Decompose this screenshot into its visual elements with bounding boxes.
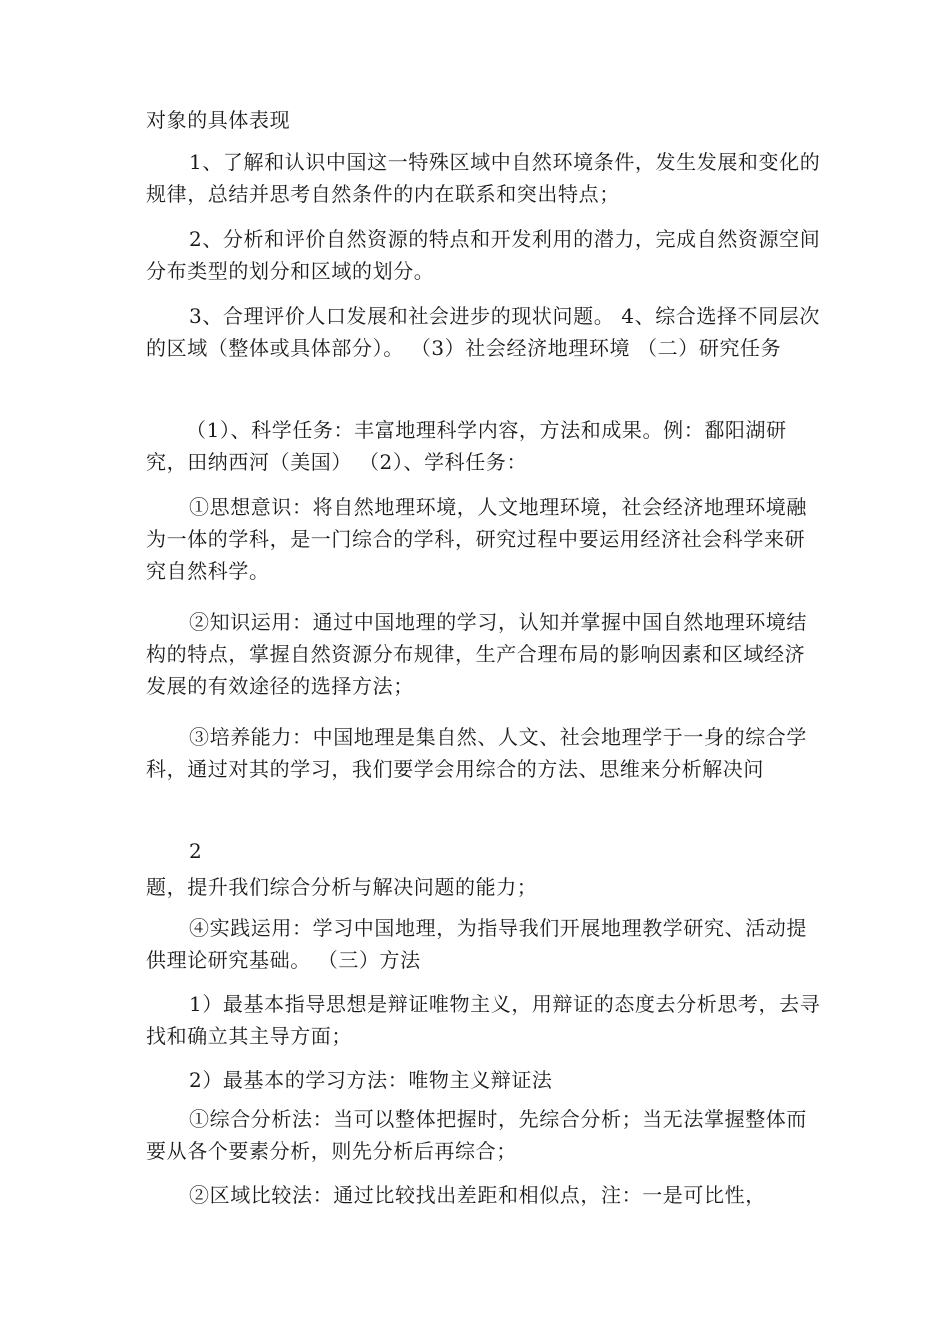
paragraph-task-ability: ③培养能力：中国地理是集自然、人文、社会地理学于一身的综合学科，通过对其的学习，我们要学会用综合的方法、思维来分析解决问: [146, 725, 807, 781]
paragraph-continuation: 题，提升我们综合分析与解决问题的能力；: [146, 875, 538, 899]
paragraph-object-2: 2、分析和评价自然资源的特点和开发利用的潜力，完成自然资源空间分布类型的划分和区域的划分。: [146, 227, 821, 283]
page-number: 2: [189, 839, 203, 863]
paragraph-method-synthesis: ①综合分析法：当可以整体把握时，先综合分析；当无法掌握整体而要从各个要素分析，则先分析后再综合；: [146, 1107, 807, 1163]
paragraph-method-comparison: ②区域比较法：通过比较找出差距和相似点，注：一是可比性，: [189, 1183, 766, 1207]
paragraph-method-2: 2）最基本的学习方法：唯物主义辩证法: [189, 1068, 553, 1092]
paragraph-task-thought: ①思想意识：将自然地理环境，人文地理环境，社会经济地理环境融为一体的学科，是一门综合的学科，研究过程中要运用经济社会科学来研究自然科学。: [146, 495, 807, 583]
paragraph-task-practice: ④实践运用：学习中国地理，为指导我们开展地理教学研究、活动提供理论研究基础。 （三）方法: [146, 916, 807, 972]
paragraph-object-1: 1、了解和认识中国这一特殊区域中自然环境条件，发生发展和变化的规律，总结并思考自然条件的内在联系和突出特点；: [146, 150, 821, 206]
paragraph-method-1: 1）最基本指导思想是辩证唯物主义，用辩证的态度去分析思考，去寻找和确立其主导方面；: [146, 992, 821, 1048]
paragraph-task-knowledge: ②知识运用：通过中国地理的学习，认知并掌握中国自然地理环境结构的特点，掌握自然资源分布规律，生产合理布局的影响因素和区域经济发展的有效途径的选择方法；: [146, 610, 807, 698]
paragraph-heading-fragment: 对象的具体表现: [146, 108, 291, 132]
paragraph-task-science: （1）、科学任务：丰富地理科学内容，方法和成果。例：鄱阳湖研究，田纳西河（美国） （2）、学科任务：: [146, 418, 787, 474]
paragraph-object-3-4: 3、合理评价人口发展和社会进步的现状问题。 4、综合选择不同层次的区域（整体或具体部分）。 （3）社会经济地理环境 （二）研究任务: [146, 304, 821, 360]
